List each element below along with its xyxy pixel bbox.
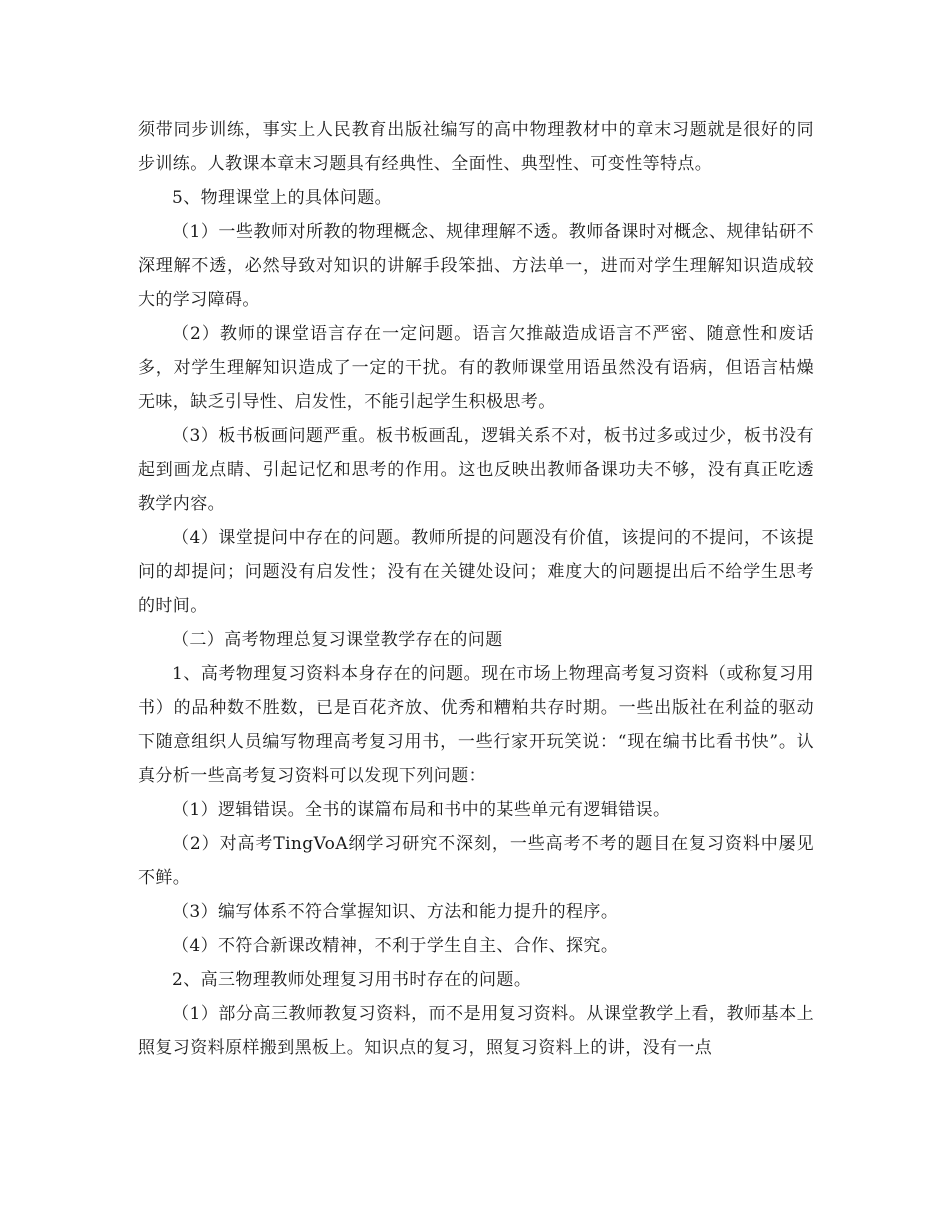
- document-body: [138, 113, 814, 1065]
- paragraph-subitem-final: （1）部分高三教师教复习资料，而不是用复习资料。从课堂教学上看，教师基本上照复习资料原样搬到黑板上。知识点的复习，照复习资料上的讲，没有一点: [138, 1004, 814, 1058]
- paragraph-heading-5: 5、物理课堂上的具体问题。: [172, 188, 393, 208]
- paragraph-item-3: （3）板书板画问题严重。板书板画乱，逻辑关系不对，板书过多或过少，板书没有起到画龙点睛、引起记忆和思考的作用。这也反映出教师备课功夫不够，没有真正吃透教学内容。: [138, 426, 814, 514]
- paragraph-point-1: 1、高考物理复习资料本身存在的问题。现在市场上物理高考复习资料（或称复习用书）的品种数不胜数，已是百花齐放、优秀和糟粕共存时期。一些出版社在利益的驱动下随意组织人员编写物理高考复习用书，一些行家开玩笑说：“现在编书比看书快”。认真分析一些高考复习资料可以发现下列问题：: [138, 664, 814, 786]
- paragraph-continuation: 须带同步训练，事实上人民教育出版社编写的高中物理教材中的章末习题就是很好的同步训练。人教课本章末习题具有经典性、全面性、典型性、可变性等特点。: [138, 120, 814, 174]
- paragraph-point-2: 2、高三物理教师处理复习用书时存在的问题。: [172, 970, 532, 990]
- paragraph-item-4: （4）课堂提问中存在的问题。教师所提的问题没有价值，该提问的不提问，不该提问的却提问；问题没有启发性；没有在关键处设问；难度大的问题提出后不给学生思考的时间。: [138, 528, 814, 616]
- paragraph-subitem-1: （1）逻辑错误。全书的谋篇布局和书中的某些单元有逻辑错误。: [172, 800, 671, 820]
- paragraph-subitem-2: （2）对高考TingVoA纲学习研究不深刻，一些高考不考的题目在复习资料中屡见不鲜。: [138, 834, 814, 888]
- paragraph-subitem-3: （3）编写体系不符合掌握知识、方法和能力提升的程序。: [172, 902, 619, 922]
- paragraph-item-1: （1）一些教师对所教的物理概念、规律理解不透。教师备课时对概念、规律钻研不深理解不透，必然导致对知识的讲解手段笨拙、方法单一，进而对学生理解知识造成较大的学习障碍。: [138, 222, 814, 310]
- paragraph-item-2: （2）教师的课堂语言存在一定问题。语言欠推敲造成语言不严密、随意性和废话多，对学生理解知识造成了一定的干扰。有的教师课堂用语虽然没有语病，但语言枯燥无味，缺乏引导性、启发性，不能引起学生积极思考。: [138, 324, 814, 412]
- paragraph-subitem-4: （4）不符合新课改精神，不利于学生自主、合作、探究。: [172, 936, 619, 956]
- section-heading-2: （二）高考物理总复习课堂教学存在的问题: [172, 630, 503, 650]
